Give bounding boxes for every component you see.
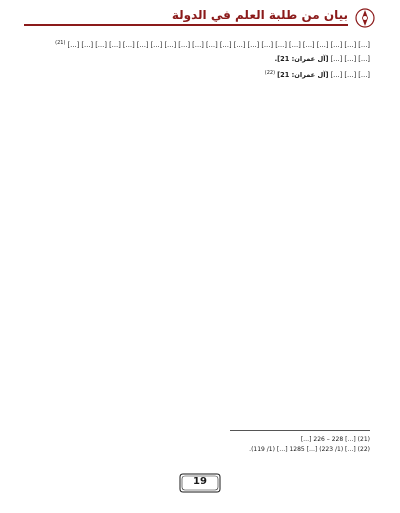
text-line: […]	[176, 41, 191, 50]
text-line: […]	[314, 41, 329, 50]
footnote-1	[30, 435, 370, 445]
footnotes	[30, 435, 370, 455]
quran-reference: [آل عمران: 21]	[277, 71, 329, 80]
footnote-2	[30, 445, 370, 455]
text-line: […]	[65, 41, 80, 50]
text-line: […]	[286, 41, 301, 50]
text-line: […]	[217, 41, 232, 50]
page-number-badge	[179, 472, 221, 494]
header-rule	[24, 24, 348, 26]
text-line: […]	[190, 41, 204, 50]
paragraph-1-text	[65, 41, 370, 49]
footnote-number: (21)	[357, 436, 370, 443]
page-number: 19	[193, 476, 207, 487]
ornament-icon	[354, 7, 376, 29]
text-line: […]	[120, 41, 135, 50]
footnote-ref-21: (21)	[55, 40, 66, 46]
text-line: […]	[356, 55, 370, 64]
page-title: بيان من طلبة العلم في الدولة	[171, 8, 348, 22]
footnote-separator	[230, 430, 370, 431]
paragraph-3	[30, 68, 370, 80]
text-line: […]	[356, 71, 370, 80]
text-line: […]	[162, 41, 177, 50]
text-line: […]	[79, 41, 94, 50]
text-line: […]	[328, 41, 343, 50]
footnote-text: […] 228 – 226 […]	[300, 436, 356, 443]
text-line: […]	[203, 41, 218, 50]
quran-reference: [آل عمران: 21].	[274, 55, 329, 64]
text-line: […]	[259, 41, 274, 50]
text-line: […]	[328, 71, 343, 80]
text-line: […]	[148, 41, 163, 50]
text-line: […]	[134, 41, 149, 50]
text-line: […]	[273, 41, 287, 50]
footnote-text: […] (1/ 223) […] 1285 […] (1/ 119).	[249, 446, 356, 453]
text-line: […]	[93, 41, 107, 50]
text-line: […]	[342, 55, 357, 64]
text-line: […]	[245, 41, 260, 50]
footnote-number: (22)	[357, 446, 370, 453]
text-line: […]	[300, 41, 315, 50]
page-header	[24, 6, 376, 32]
text-line: […]	[231, 41, 246, 50]
text-line: […]	[342, 71, 357, 80]
paragraph-1	[30, 38, 370, 50]
text-line: […]	[356, 41, 370, 50]
paragraph-3-text	[328, 72, 370, 80]
paragraph-2	[30, 54, 370, 64]
text-line: […]	[328, 55, 343, 64]
footnote-ref-22: (22)	[264, 70, 276, 77]
text-line: […]	[106, 41, 121, 50]
body-text	[30, 38, 370, 433]
text-line: […]	[342, 41, 357, 50]
paragraph-2-text	[328, 55, 370, 63]
